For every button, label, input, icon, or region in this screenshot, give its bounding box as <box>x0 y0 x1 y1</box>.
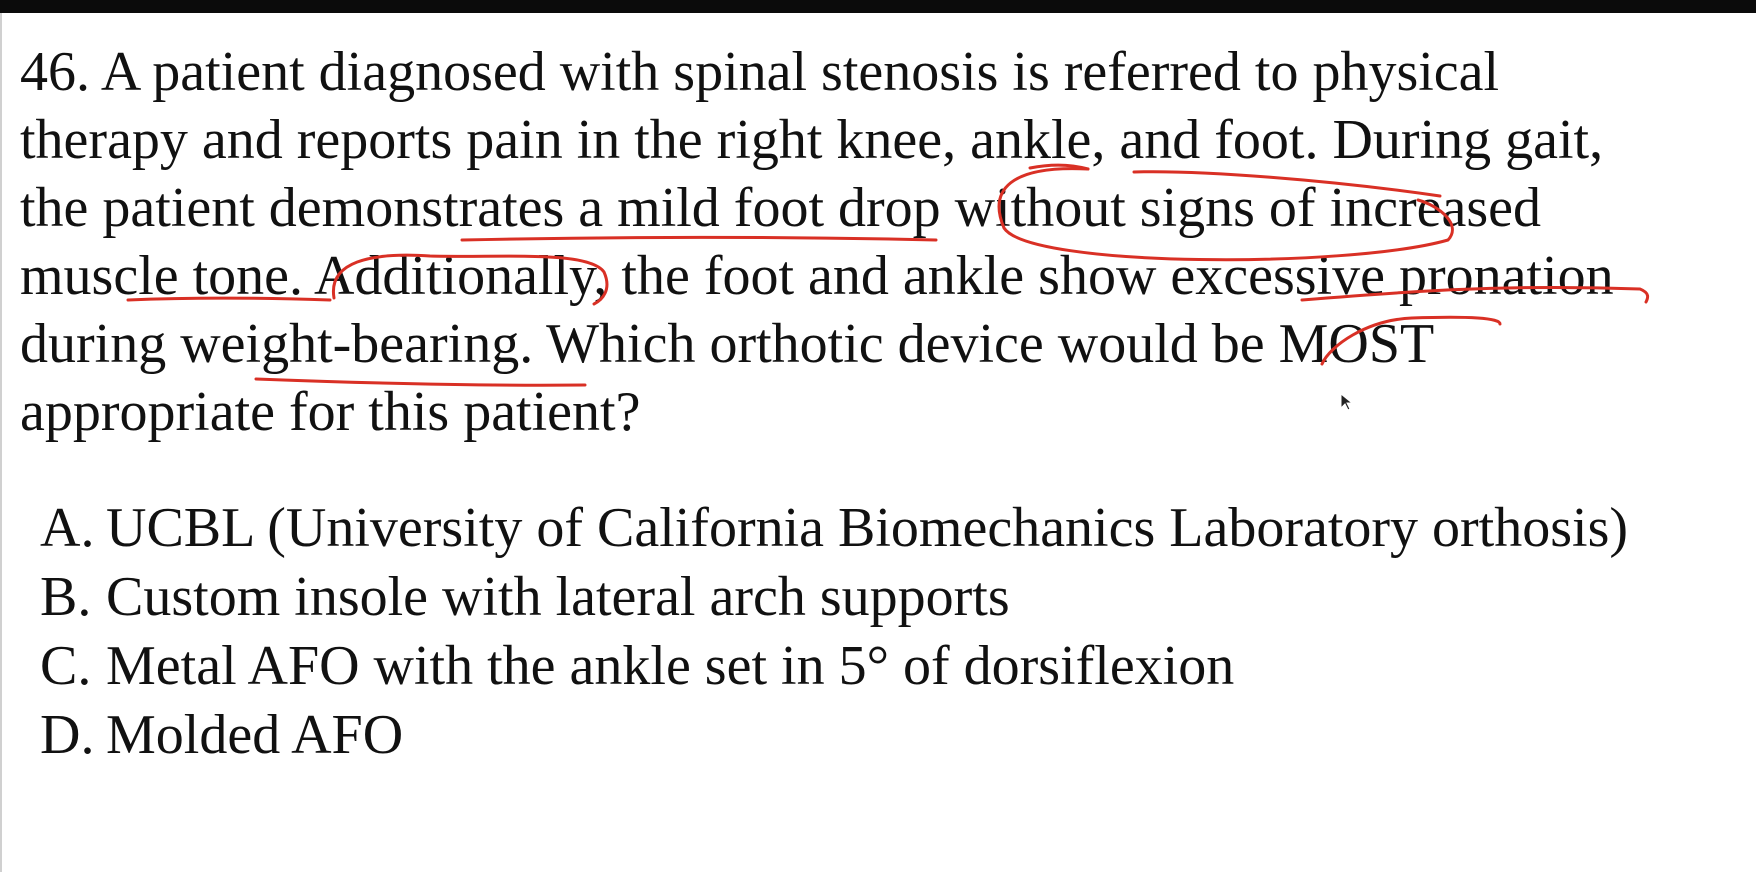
option-letter: C. <box>40 635 92 697</box>
option-text: Metal AFO with the ankle set in 5° of dorsiflexion <box>106 635 1235 697</box>
answer-option-c[interactable] <box>40 632 1628 701</box>
question-line: during weight-bearing. Which orthotic device would be MOST <box>20 313 1435 375</box>
option-letter: B. <box>40 566 92 628</box>
mouse-pointer-icon <box>1340 393 1354 411</box>
option-text: Molded AFO <box>106 704 404 766</box>
answer-options <box>40 494 1628 770</box>
question-line: muscle tone. Additionally, the foot and ankle show excessive pronation <box>20 245 1614 307</box>
answer-option-b[interactable] <box>40 563 1628 632</box>
answer-option-a[interactable] <box>40 494 1628 563</box>
option-letter: D. <box>40 704 95 766</box>
question-line: therapy and reports pain in the right knee, ankle, and foot. During gait, <box>20 109 1604 171</box>
option-text: Custom insole with lateral arch supports <box>106 566 1010 628</box>
question-text <box>20 38 1740 446</box>
option-letter: A. <box>40 497 95 559</box>
option-text: UCBL (University of California Biomechanics Laboratory orthosis) <box>106 497 1629 559</box>
question-line: the patient demonstrates a mild foot drop without signs of increased <box>20 177 1541 239</box>
answer-option-d[interactable] <box>40 701 1628 770</box>
top-frame-bar <box>0 0 1756 13</box>
question-slide <box>0 13 1756 872</box>
question-line: appropriate for this patient? <box>20 381 641 443</box>
question-line: 46. A patient diagnosed with spinal stenosis is referred to physical <box>20 41 1500 103</box>
